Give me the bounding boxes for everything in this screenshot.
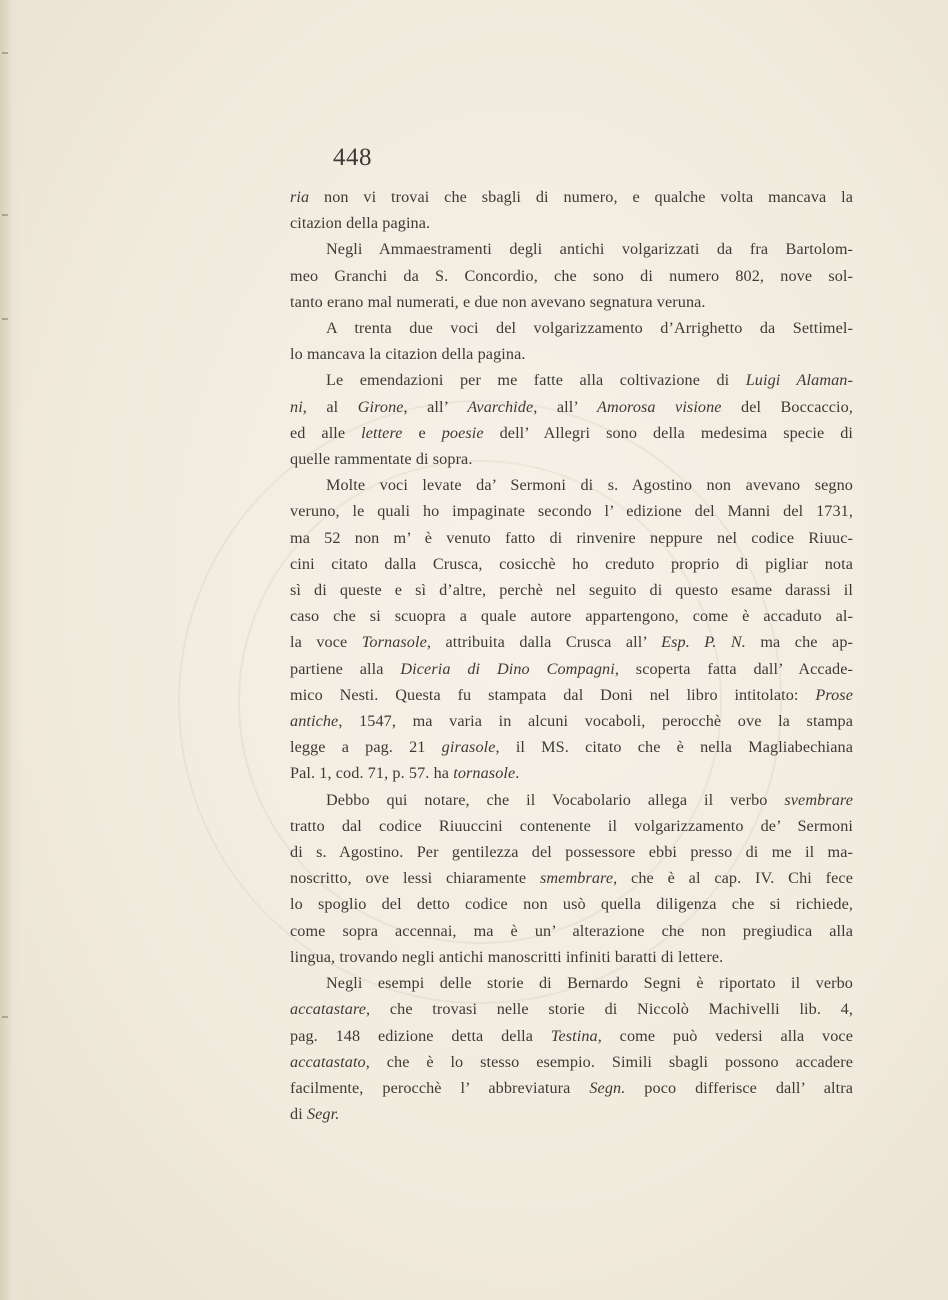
text-line — [290, 918, 853, 944]
italic-text: Luigi Alaman- — [745, 371, 853, 390]
text-line — [290, 446, 853, 472]
text-line — [290, 970, 853, 996]
italic-text: tornasole — [453, 764, 516, 783]
text-line — [290, 341, 853, 367]
text-line — [290, 708, 853, 734]
text-segment: Negli Ammaestramenti degli antichi volgarizzati da fra Bartolom- — [326, 240, 853, 259]
text-line — [290, 813, 853, 839]
text-segment: tratto dal codice Riuuccini contenente il volgarizzamento de’ Sermoni — [290, 816, 853, 835]
text-line — [290, 865, 853, 891]
text-line — [290, 603, 853, 629]
text-segment: del Boccaccio, — [721, 397, 853, 416]
text-line — [290, 760, 853, 786]
text-segment: di s. Agostino. Per gentilezza del possessore ebbi presso di me il ma- — [290, 843, 853, 862]
text-segment: lo mancava la citazion della pagina. — [290, 345, 526, 364]
text-segment: A trenta due voci del volgarizzamento d’Arrighetto da Settimel- — [326, 319, 853, 338]
text-segment: , all’ — [403, 397, 468, 416]
text-segment: , 1547, ma varia in alcuni vocaboli, perocchè ove la stampa — [338, 712, 853, 731]
text-line — [290, 210, 853, 236]
italic-text: Amorosa visione — [597, 397, 722, 416]
edge-mark — [2, 52, 8, 54]
text-segment: ed alle — [290, 423, 362, 442]
text-segment: , come può vedersi alla voce — [597, 1026, 853, 1045]
text-line — [290, 1049, 853, 1075]
text-segment: dell’ Allegri sono della medesima specie di — [483, 423, 853, 442]
text-segment: , attribuita dalla Crusca all’ — [426, 633, 662, 652]
text-line — [290, 525, 853, 551]
italic-text: Testina — [550, 1026, 598, 1045]
edge-mark — [2, 214, 8, 216]
text-segment: noscritto, ove lessi chiaramente — [290, 869, 540, 888]
text-segment: Pal. 1, cod. 71, p. 57. ha — [290, 764, 454, 783]
text-line — [290, 236, 853, 262]
text-line — [290, 367, 853, 393]
body-text — [290, 184, 853, 1127]
italic-text: Tornasole — [361, 633, 427, 652]
text-segment: caso che si scuopra a quale autore appartengono, come è accaduto al- — [290, 607, 853, 626]
text-segment: e — [402, 423, 442, 442]
text-segment: facilmente, perocchè l’ abbreviatura — [290, 1078, 590, 1097]
page-edge — [0, 0, 22, 1300]
italic-text: accatastato — [290, 1052, 366, 1071]
text-line — [290, 184, 853, 210]
text-segment: non vi trovai che sbagli di numero, e qualche volta mancava la — [309, 188, 853, 206]
italic-text: poesie — [441, 423, 484, 442]
italic-text: ria — [290, 188, 310, 206]
edge-mark — [2, 318, 8, 320]
italic-text: ni — [290, 397, 303, 416]
italic-text: Esp. P. N. — [661, 633, 746, 652]
text-line — [290, 996, 853, 1022]
text-segment: di — [290, 1105, 307, 1124]
italic-text: Avarchide — [467, 397, 534, 416]
text-segment: citazion della pagina. — [290, 214, 431, 233]
text-line — [290, 498, 853, 524]
text-line — [290, 394, 853, 420]
italic-text: antiche — [290, 712, 339, 731]
text-line — [290, 839, 853, 865]
text-segment: mico Nesti. Questa fu stampata dal Doni nel libro intitolato: — [290, 685, 816, 704]
text-segment: meo Granchi da S. Concordio, che sono di numero 802, nove sol- — [290, 266, 853, 285]
text-line — [290, 551, 853, 577]
page-number: 448 — [333, 144, 372, 171]
text-segment: Negli esempi delle storie di Bernardo Segni è riportato il verbo — [326, 974, 853, 993]
text-line — [290, 263, 853, 289]
text-segment: sì di queste e sì d’altre, perchè nel seguito di questo esame darassi il — [290, 581, 853, 600]
text-line — [290, 944, 853, 970]
text-segment: partiene alla — [290, 659, 401, 678]
text-segment: poco differisce dall’ altra — [625, 1078, 853, 1097]
text-line — [290, 891, 853, 917]
text-line — [290, 656, 853, 682]
text-segment: legge a pag. 21 — [290, 738, 442, 757]
text-segment: lo spoglio del detto codice non usò quella diligenza che si richiede, — [290, 895, 853, 914]
text-segment: , che è al cap. IV. Chi fece — [613, 869, 853, 888]
text-line — [290, 682, 853, 708]
text-segment: pag. 148 edizione detta della — [290, 1026, 551, 1045]
text-line — [290, 315, 853, 341]
text-segment: , che trovasi nelle storie di Niccolò Machivelli lib. 4, — [366, 1000, 853, 1019]
text-line — [290, 787, 853, 813]
text-segment: come sopra accennai, ma è un’ alterazione che non pregiudica alla — [290, 921, 853, 940]
text-line — [290, 289, 853, 315]
text-segment: , all’ — [533, 397, 598, 416]
text-segment: Debbo qui notare, che il Vocabolario allega il verbo — [326, 790, 785, 809]
text-segment: , che è lo stesso esempio. Simili sbagli possono accadere — [365, 1052, 853, 1071]
italic-text: girasole — [441, 738, 496, 757]
text-line — [290, 420, 853, 446]
text-line — [290, 734, 853, 760]
text-segment: la voce — [290, 633, 362, 652]
edge-mark — [2, 1016, 8, 1018]
text-segment: . — [515, 764, 520, 783]
text-segment: ma 52 non m’ è venuto fatto di rinvenire neppure nel codice Riuuc- — [290, 528, 853, 547]
text-segment: quelle rammentate di sopra. — [290, 450, 473, 469]
italic-text: lettere — [361, 423, 403, 442]
text-segment: Le emendazioni per me fatte alla coltivazione di — [326, 371, 746, 390]
text-segment: ma che ap- — [745, 633, 854, 652]
text-line — [290, 472, 853, 498]
text-segment: , scoperta fatta dall’ Accade- — [614, 659, 853, 678]
italic-text: Segn. — [589, 1078, 626, 1097]
text-line — [290, 629, 853, 655]
text-segment: , il MS. citato che è nella Magliabechiana — [495, 738, 853, 757]
italic-text: Segr. — [306, 1105, 340, 1124]
text-segment: , al — [302, 397, 358, 416]
text-segment: Molte voci levate da’ Sermoni di s. Agostino non avevano segno — [326, 476, 853, 495]
italic-text: accatastare — [290, 1000, 367, 1019]
italic-text: Prose — [815, 685, 853, 704]
italic-text: svembrare — [784, 790, 853, 809]
text-segment: tanto erano mal numerati, e due non avevano segnatura veruna. — [290, 292, 706, 311]
italic-text: Diceria di Dino Compagni — [400, 659, 615, 678]
text-segment: cini citato dalla Crusca, cosicchè ho creduto proprio di pigliar nota — [290, 554, 853, 573]
italic-text: Girone — [357, 397, 404, 416]
text-segment: veruno, le quali ho impaginate secondo l’ edizione del Manni del 1731, — [290, 502, 853, 521]
text-line — [290, 577, 853, 603]
text-line — [290, 1023, 853, 1049]
text-line — [290, 1075, 853, 1101]
text-line — [290, 1101, 853, 1127]
italic-text: smembrare — [539, 869, 614, 888]
text-segment: lingua, trovando negli antichi manoscritti infiniti baratti di lettere. — [290, 947, 724, 966]
